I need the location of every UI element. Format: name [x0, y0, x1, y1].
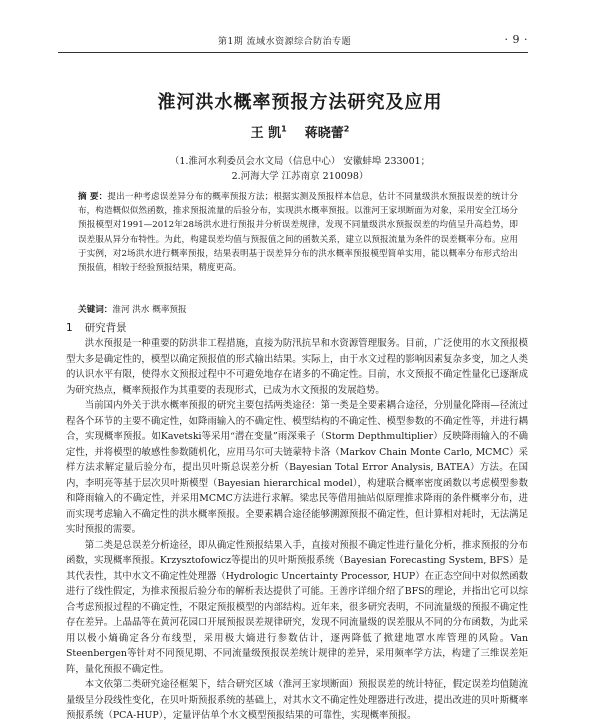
paragraph: 第二类是总误差分析途径，即从确定性预报结果入手，直接对预报不确定性进行量化分析，推求预报的分布函数，实现概率预报。Krzysztofowicz等提出的贝叶斯预报系统（Bayesian Forecasting System, BFS）是其代表性，其中水文不确定性处理器（Hydrologic Uncertainty Processor, HUP）在正态空间中对似然函数进行了线性假定，为推求预报后验分布的解析表达提供了可能。王善序详细介绍了BFS的理论，并指出它可以综合考虑预报过程的不确定性，不限定预报模型的内部结构。近年来，很多研究表明，不同流量级的预报不确定性存在差异。上晶晶等在黄河花园口开展预报误差规律研究，发现不同流量级的误差服从不同的分布函数，为此采用以极小熵确定各分布线型，采用极大熵进行参数估计，逐两降低了掀建地罩水库管理的风险。Van Steenbergen等针对不同预见期、不同流量级预报误差统计规律的差异，采用频率学方法，构建了三维误差矩阵，量化预报不确定性。	[66, 539, 528, 675]
section-title: 研究背景	[84, 322, 127, 334]
affiliation-line: 2.河海大学 江苏南京 210098）	[231, 171, 369, 182]
paragraph: 洪水预报是一种重要的防洪非工程措施，直接为防汛抗旱和水资源管理服务。目前，广泛使用的水文预报模型大多是确定性的，模型以确定预报值的形式输出结果。实际上，由于水文过程的影响因素复杂多变，加之人类的认识水平有限，使得水文预报过程中不可避免地存在诸多的不确定性。目前，水文预报不确定性量化已逐渐成为研究热点，概率预报作为其重要的表现形式，已成为水文预报的发展趋势。	[66, 338, 528, 396]
journal-issue-label: 第1期 流域水资源综合防治专题	[218, 37, 352, 47]
page-number: · 9 ·	[504, 33, 528, 46]
section-heading	[66, 320, 127, 335]
author-affil-mark: 2	[343, 124, 350, 134]
running-header	[58, 34, 528, 50]
abstract-text: 提出一种考虑误差异分布的概率预报方法；根据实测及预报样本信息，估计不同量级洪水预报误差的统计分布，构造概似似然函数，推求预报流量的后验分布，实现洪水概率预报。以淮河王家坝断面为对象，采用安全江场分预报模型对1991—2012年28场洪水进行预报并分析误差规律，发现不同量级洪水预报误差的均值呈升高趋势，即误差服从异分布特性。为此，构建误差均值与预报值之间的函数关系，建立以预报流量为条件的误差概率分布。应用于实例，对2场洪水进行概率预报，结果表明基于误差异分布的洪水概率预报模型简单实用，能以概率分布形式给出预报值，相较于经验预报结果，精度更高。	[78, 192, 518, 274]
paper-title: 淮河洪水概率预报方法研究及应用	[157, 92, 443, 113]
keywords	[78, 303, 518, 315]
keywords-text: 淮河 洪水 概率预报	[112, 305, 187, 315]
author-affil-mark: 1	[281, 124, 287, 134]
body-text	[66, 336, 528, 724]
section-number: 1	[66, 322, 73, 334]
abstract-label: 摘 要：	[78, 192, 108, 202]
affiliation-line: （1.淮河水利委员会水文局（信息中心） 安徽蚌埠 233001；	[169, 156, 431, 167]
author-name: 王 凯	[250, 126, 282, 141]
author-line	[0, 122, 600, 141]
author-name: 蒋晓蕾	[304, 126, 344, 141]
abstract	[78, 190, 518, 275]
header-divider	[58, 52, 528, 53]
paragraph: 本文依第二类研究途径框架下，结合研究区域（淮河王家坝断面）预报误差的统计特征，假定误差均值随流量级呈分段线性变化，在贝叶斯预报系统的基础上，对其水文不确定性处理器进行改进，提出改进的贝叶斯概率预报系统（PCA-HUP），定量评估单个水文模型预报结果的可靠性，实现概率预报。	[66, 679, 528, 721]
paragraph: 当前国内外关于洪水概率预报的研究主要包括两类途径：第一类是全要素耦合途径，分别量化降雨—径流过程各个环节的主要不确定性，如降雨输入的不确定性、模型结构的不确定性、模型参数的不确定性等，并进行耦合，实现概率预报。如Kavetski等采用“潜在变量”雨深乘子（Storm Depthmultiplier）反映降雨输入的不确定性，并将模型的敏感性参数随机化，应用马尔可夫链蒙特卡洛（Markov Chain Monte Carlo, MCMC）采样方法求解定量后验分布，提出贝叶斯总误差分析（Bayesian Total Error Analysis, BATEA）方法。在国内，李明亮等基于层次贝叶斯模型（Bayesian hierarchical model），构建联合概率密度函数以考虑模型参数和降雨输入的不确定性，并采用MCMC方法进行求解。梁忠民等借用抽站似原理推求降雨的条件概率分布，进而实现考虑输入不确定性的洪水概率预报。全要素耦合途径能够溯源预报不确定性，但计算相对耗时，无法满足实时预报的需要。	[66, 400, 528, 535]
keywords-label: 关键词：	[78, 305, 113, 315]
